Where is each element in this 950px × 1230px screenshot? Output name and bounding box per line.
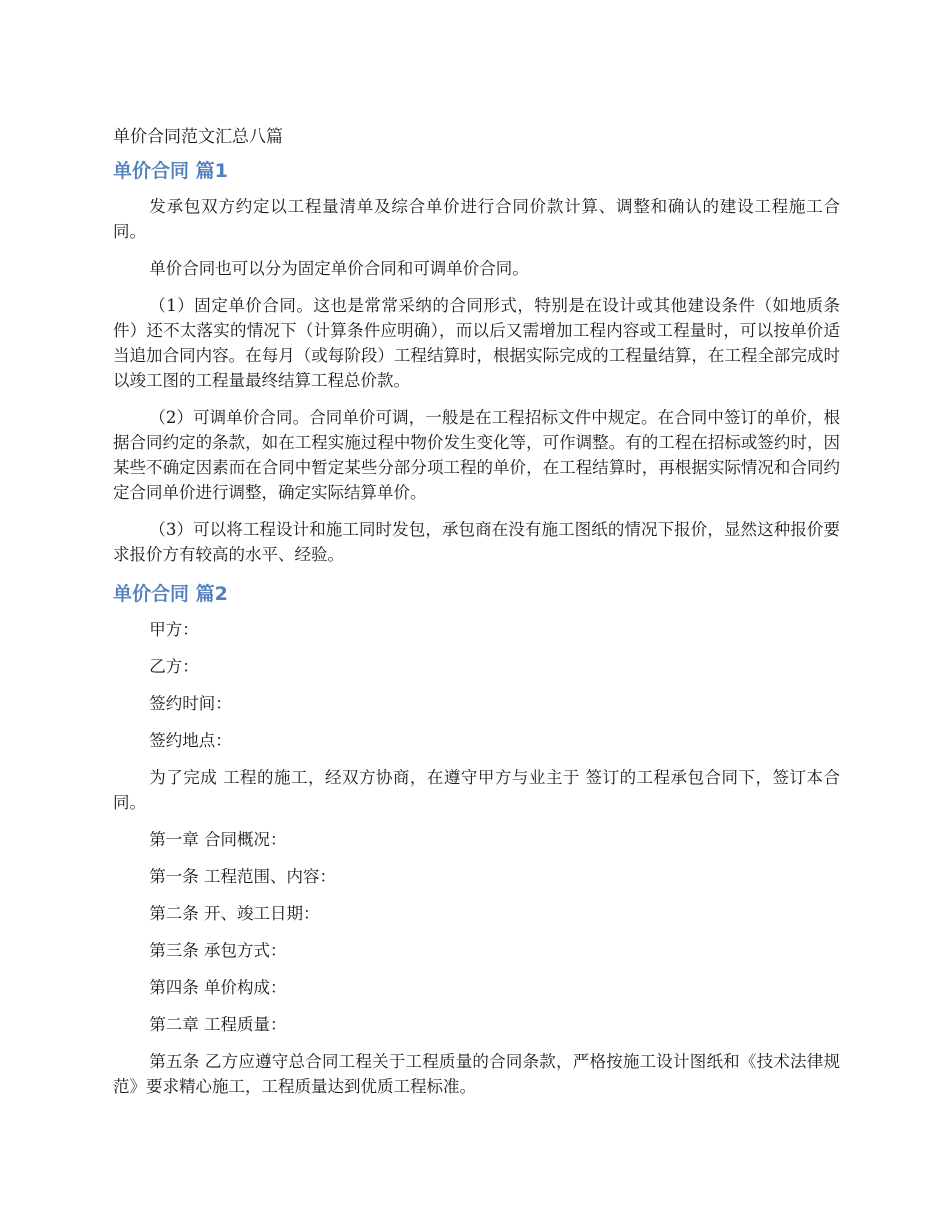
article-item: 第四条 单价构成：	[149, 978, 287, 997]
chapter-heading: 第一章 合同概况：	[149, 830, 287, 849]
section-heading: 单价合同 篇1	[113, 160, 228, 182]
paragraph: 单价合同也可以分为固定单价合同和可调单价合同。	[149, 259, 529, 278]
signing-place-field: 签约地点：	[149, 731, 232, 750]
section-2	[113, 579, 840, 1099]
article-item: 第五条 乙方应遵守总合同工程关于工程质量的合同条款，严格按施工设计图纸和《技术法律规范》要求精心施工，工程质量达到优质工程标准。	[113, 1052, 840, 1096]
paragraph: （2）可调单价合同。合同单价可调，一般是在工程招标文件中规定。在合同中签订的单价，根据合同约定的条款，如在工程实施过程中物价发生变化等，可作调整。有的工程在招标或签约时，因某些不确定因素而在合同中暂定某些分部分项工程的单价，在工程结算时，再根据实际情况和合同约定合同单价进行调整，确定实际结算单价。	[113, 408, 840, 502]
paragraph: 发承包双方约定以工程量清单及综合单价进行合同价款计算、调整和确认的建设工程施工合同。	[113, 197, 840, 241]
party-b-field: 乙方：	[149, 657, 199, 676]
article-item: 第一条 工程范围、内容：	[149, 867, 337, 886]
section-heading: 单价合同 篇2	[113, 583, 228, 605]
document-page	[113, 124, 840, 1111]
article-item: 第二条 开、竣工日期：	[149, 904, 320, 923]
signing-time-field: 签约时间：	[149, 694, 232, 713]
chapter-heading: 第二章 工程质量：	[149, 1015, 287, 1034]
paragraph: （1）固定单价合同。这也是常常采纳的合同形式，特别是在设计或其他建设条件（如地质条件）还不太落实的情况下（计算条件应明确），而以后又需增加工程内容或工程量时，可以按单价适当追加合同内容。在每月（或每阶段）工程结算时，根据实际完成的工程量结算，在工程全部完成时以竣工图的工程量最终结算工程总价款。	[113, 296, 840, 390]
section-1	[113, 156, 840, 567]
party-a-field: 甲方：	[149, 620, 199, 639]
document-title: 单价合同范文汇总八篇	[113, 127, 283, 147]
paragraph: （3）可以将工程设计和施工同时发包，承包商在没有施工图纸的情况下报价，显然这种报价要求报价方有较高的水平、经验。	[113, 520, 840, 564]
article-item: 第三条 承包方式：	[149, 941, 287, 960]
paragraph: 为了完成 工程的施工，经双方协商，在遵守甲方与业主于 签订的工程承包合同下，签订本合同。	[113, 768, 840, 812]
